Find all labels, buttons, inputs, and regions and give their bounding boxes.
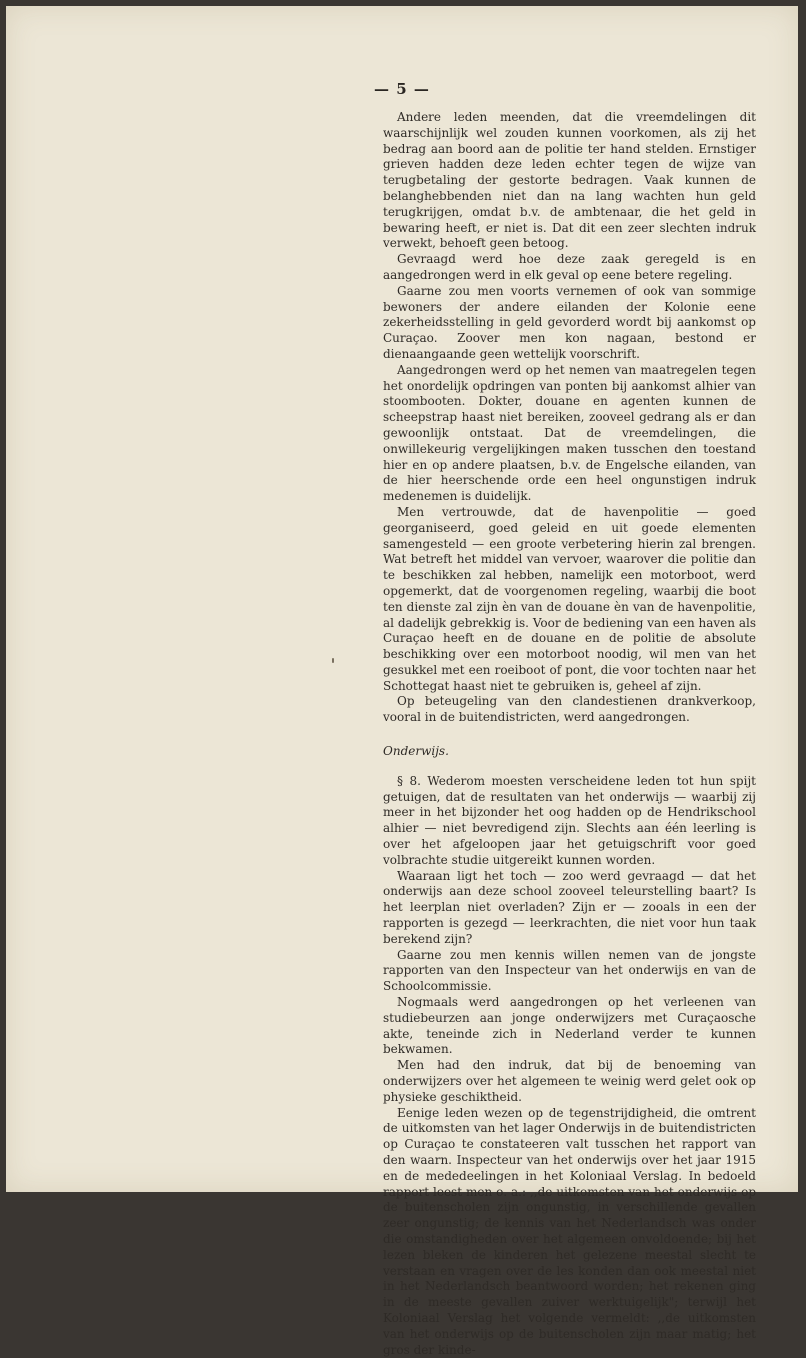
paragraph-zekerheidsstelling: Gaarne zou men voorts vernemen of ook van sommige bewoners der andere eilanden der Kolonie eene zekerheidsstelling in geld gevorderd wordt bij aankomst op Curaçao. Zoover men kon nagaan, bestond er dienaangaande geen wettelijk voorschrift. <box>383 283 756 361</box>
paper-speck <box>332 658 334 663</box>
paragraph-tegenstrijdigheid: Eenige leden wezen op de tegenstrijdigheid, die omtrent de uitkomsten van het lager Onderwijs in de buitendistricten op Curaçao te constateeren valt tusschen het rapport van den waarn. Inspecteur van het onderwijs over het jaar 1915 en de mededeelingen in het Koloniaal Verslag. In bedoeld rapport leest men o. a.: ,,de uitkomsten van het onderwijs op de buitenscholen zijn ongunstig, in verschillende gevallen zeer ongunstig; de kennis van het Nederlandsch was onder die omstandigheden over het algemeen onvoldoende; bij het lezen bleken de kinderen het gelezene meestal slecht te verstaan en vragen over de les konden dan ook meestal niet in het Nederlandsch beantwoord worden; het rekenen ging in de meeste gevallen zuiver werktuigelijk"; terwijl het Koloniaal Verslag het volgende vermeldt: ,,de uitkomsten van het onderwijs op de buitenscholen zijn maar matig; het gros der kinde- <box>383 1105 756 1357</box>
paragraph-regeling: Gevraagd werd hoe deze zaak geregeld is en aangedrongen werd in elk geval op eene betere regeling. <box>383 252 756 282</box>
paragraph-politie-bedrag: Andere leden meenden, dat die vreemdelingen dit waarschijnlijk wel zouden kunnen voorkomen, als zij het bedrag aan boord aan de politie ter hand stelden. Ernstiger grieven hadden deze leden echter tegen de wijze van terugbetaling der gestorte bedragen. Vaak kunnen de belanghebbenden niet dan na lang wachten hun geld terugkrijgen, omdat b.v. de ambtenaar, die het geld in bewaring heeft, er niet is. Dat dit een zeer slechten indruk verwekt, behoeft geen betoog. <box>383 110 756 251</box>
paragraph-leerplan: Waaraan ligt het toch — zoo werd gevraagd — dat het onderwijs aan deze school zooveel teleurstelling baart? Is het leerplan niet overladen? Zijn er — zooals in een der rapporten is gezegd — leerkrachten, die niet voor hun taak berekend zijn? <box>383 868 756 946</box>
paragraph-benoeming: Men had den indruk, dat bij de benoeming van onderwijzers over het algemeen te weinig werd gelet ook op physieke geschiktheid. <box>383 1058 756 1104</box>
paragraph-ponten: Aangedrongen werd op het nemen van maatregelen tegen het onordelijk opdringen van ponten bij aankomst alhier van stoombooten. Dokter, douane en agenten kunnen de scheepstrap haast niet bereiken, zooveel gedrang als er dan gewoonlijk ontstaat. Dat de vreemdelingen, die onwillekeurig vergelijkingen maken tusschen den toestand hier en op andere plaatsen, b.v. de Engelsche eilanden, van de hier heerschende orde een heel ongunstigen indruk medenemen is duidelijk. <box>383 362 756 504</box>
paragraph-rapporten: Gaarne zou men kennis willen nemen van de jongste rapporten van den Inspecteur van het onderwijs en van de Schoolcommissie. <box>383 947 756 994</box>
document-page <box>6 6 798 1357</box>
paragraph-section-8: § 8. Wederom moesten verscheidene leden tot hun spijt getuigen, dat de resultaten van het onderwijs — waarbij zij meer in het bijzonder het oog hadden op de Hendrikschool alhier — niet bevredigend zijn. Slechts aan één leerling is over het afgeloopen jaar het getuigschrift voor goed volbrachte studie uitgereikt kunnen worden. <box>383 773 756 867</box>
paragraph-drankverkoop: Op beteugeling van den clandestienen drankverkoop, vooral in de buitendistricten, werd aangedrongen. <box>383 694 756 725</box>
paragraph-studiebeurzen: Nogmaals werd aangedrongen op het verleenen van studiebeurzen aan jonge onderwijzers met Curaçaosche akte, teneinde zich in Nederland verder te kunnen bekwamen. <box>383 995 756 1057</box>
page-number: — 5 — <box>374 80 430 98</box>
body-text-column <box>383 110 756 1358</box>
paragraph-havenpolitie: Men vertrouwde, dat de havenpolitie — goed georganiseerd, goed geleid en uit goede elementen samengesteld — een groote verbetering hierin zal brengen. Wat betreft het middel van vervoer, waarover die politie dan te beschikken zal hebben, namelijk een motorboot, werd opgemerkt, dat de voorgenomen regeling, waarbij die boot ten dienste zal zijn èn van de douane èn van de havenpolitie, al dadelijk gebrekkig is. Voor de bediening van een haven als Curaçao heeft en de douane en de politie de absolute beschikking over een motorboot noodig, wil men van het gesukkel met een roeiboot of pont, die voor tochten naar het Schottegat haast niet te gebruiken is, geheel af zijn. <box>383 504 756 693</box>
section-heading-onderwijs: Onderwijs. <box>383 744 449 759</box>
